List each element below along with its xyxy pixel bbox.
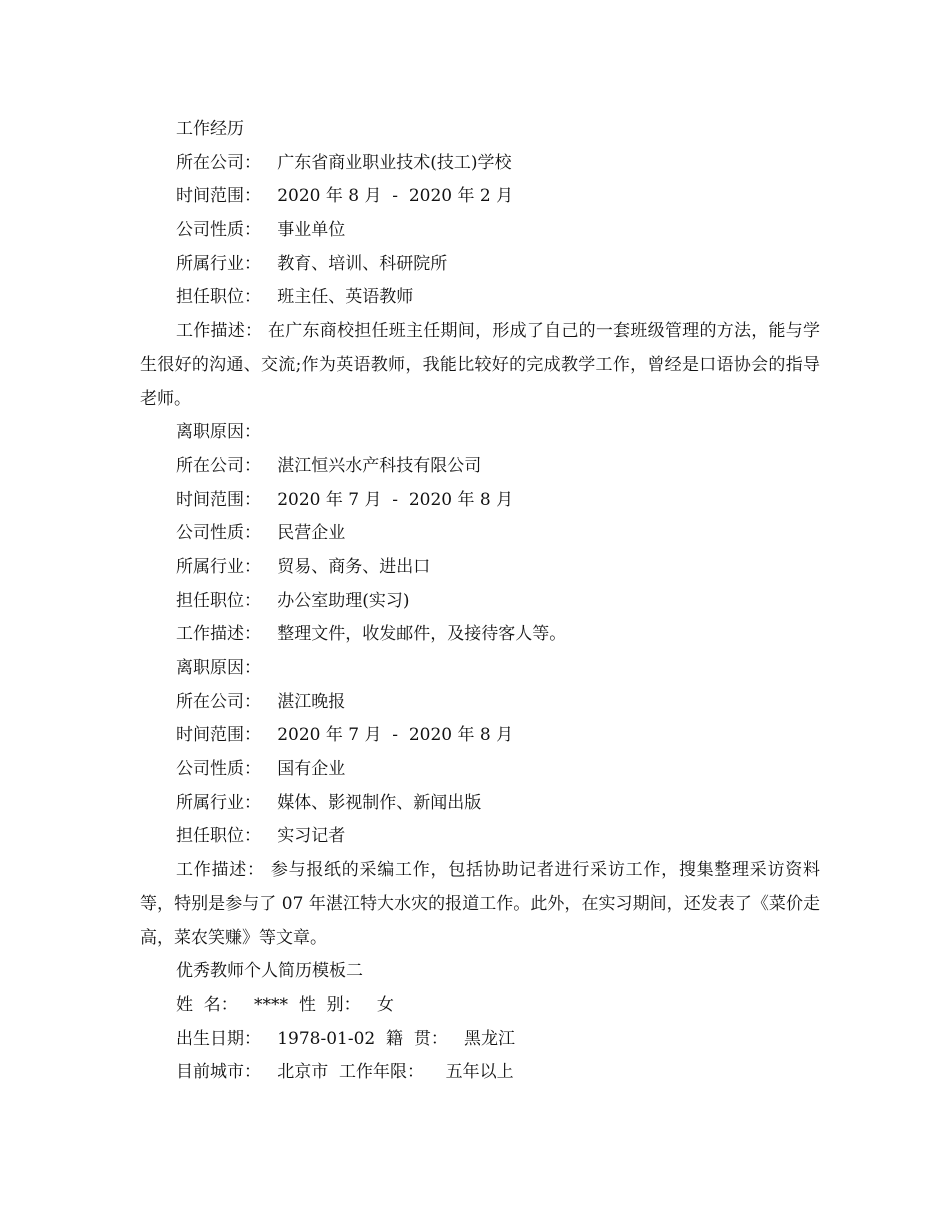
personal-birth-origin: 出生日期： 1978-01-02 籍 贯： 黑龙江 (176, 1028, 516, 1049)
job3-industry: 所属行业： 媒体、影视制作、新闻出版 (176, 792, 482, 813)
job3-description: 工作描述： 参与报纸的采编工作，包括协助记者进行采访工作，搜集整理采访资料等，特别是参与了 07 年湛江特大水灾的报道工作。此外，在实习期间，还发表了《菜价走高，菜农笑赚》等文章。 (140, 860, 820, 948)
job2-position: 担任职位： 办公室助理(实习) (176, 590, 410, 611)
job3-position: 担任职位： 实习记者 (176, 826, 346, 847)
job2-nature: 公司性质： 民营企业 (176, 523, 346, 544)
job2-leave-reason: 离职原因： (176, 658, 261, 679)
job1-company: 所在公司： 广东省商业职业技术(技工)学校 (176, 152, 512, 173)
resume-body (140, 113, 820, 1090)
personal-city-years: 目前城市： 北京市 工作年限： 五年以上 (176, 1062, 514, 1083)
personal-name-gender: 姓 名： **** 性 别： 女 (176, 994, 394, 1015)
job2-period: 时间范围： 2020 年 7 月 - 2020 年 8 月 (176, 489, 514, 510)
job1-nature: 公司性质： 事业单位 (176, 220, 346, 241)
section-heading: 工作经历 (176, 119, 244, 139)
job3-company: 所在公司： 湛江晚报 (176, 691, 346, 712)
job1-position: 担任职位： 班主任、英语教师 (176, 287, 414, 308)
job1-description: 工作描述： 在广东商校担任班主任期间，形成了自己的一套班级管理的方法，能与学生很好的沟通、交流;作为英语教师，我能比较好的完成教学工作，曾经是口语协会的指导老师。 (140, 321, 820, 409)
template2-title: 优秀教师个人简历模板二 (176, 961, 363, 982)
job2-description: 工作描述： 整理文件，收发邮件，及接待客人等。 (176, 624, 567, 645)
job1-period: 时间范围： 2020 年 8 月 - 2020 年 2 月 (176, 186, 514, 207)
job1-leave-reason: 离职原因： (176, 422, 261, 443)
job3-period: 时间范围： 2020 年 7 月 - 2020 年 8 月 (176, 725, 514, 746)
job2-industry: 所属行业： 贸易、商务、进出口 (176, 556, 431, 577)
job2-company: 所在公司： 湛江恒兴水产科技有限公司 (176, 455, 482, 476)
job3-nature: 公司性质： 国有企业 (176, 759, 346, 780)
job1-industry: 所属行业： 教育、培训、科研院所 (176, 253, 448, 274)
